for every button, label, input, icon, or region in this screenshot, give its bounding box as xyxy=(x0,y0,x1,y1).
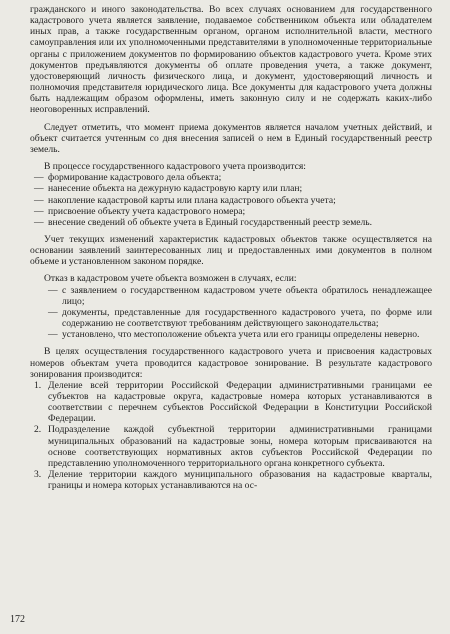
paragraph-2: Следует отметить, что момент приема документов является началом учетных действий, и объект считается учтенным со дня внесения записей о нем в Единый государственный реестр земель. xyxy=(30,121,432,155)
paragraph-1: гражданского и иного законодательства. Во всех случаях основанием для государственного кадастрового учета является заявление, подаваемое собственником объекта или обладателем иных прав, а также государственным органом, органом исполнительной власти, местного самоуправления или их уполномоченными представителями в уполномоченные территориальные органы с приложением документов по формированию объектов кадастрового учета. Кроме этих документов предъявляются документы об оплате проведения учета, а также документ, удостоверяющий личность физического лица, и документ, удостоверяющий личность и полномочия представителя юридического лица. Все документы для кадастрового учета должны быть надлежащим образом оформлены, иметь законную силу и не содержать каких-либо неоговоренных исправлений. xyxy=(30,4,432,116)
page-body xyxy=(30,4,432,491)
paragraph-3-intro: В процессе государственного кадастрового учета производится: xyxy=(44,161,306,173)
numbered-item: 2. Подразделение каждой субъектной территории административными границами муниципальных образований на кадастровые зоны, номера которым присваиваются на основе соответствующих нормативных актов субъектов Российской Федерации по представлению уполномоченного территориального органа конкретного субъекта. xyxy=(34,424,432,469)
list-item: — установлено, что местоположение объекта учета или его границы определены неверно. xyxy=(48,329,420,341)
numbered-item: 3. Деление территории каждого муниципального образования на кадастровые кварталы, границы и номера которых устанавливаются на ос- xyxy=(34,469,432,492)
list-item: — документы, представленные для государственного кадастрового учета, по форме или содержанию не соответствуют требованиям действующего законодательства; xyxy=(48,306,432,330)
paragraph-6: В целях осуществления государственного кадастрового учета и присвоения кадастровых номеров объектам учета проводится кадастровое зонирование. В результате кадастрового зонирования производится: xyxy=(30,346,432,380)
list-item: — формирование кадастрового дела объекта; xyxy=(34,172,222,184)
paragraph-4: Учет текущих изменений характеристик кадастровых объектов также осуществляется на основании заявлений заинтересованных лиц и предоставленных ими документов в полном объеме и установленном законом порядке. xyxy=(30,233,432,268)
paragraph-5-intro: Отказ в кадастровом учете объекта возможен в случаях, если: xyxy=(44,273,297,285)
list-item: — нанесение объекта на дежурную кадастровую карту или план; xyxy=(34,183,303,195)
list-item: — с заявлением о государственном кадастровом учете объекта обратилось ненадлежащее лицо; xyxy=(48,284,432,307)
numbered-item: 1. Деление всей территории Российской Федерации административными границами ее субъектов на кадастровые округа, кадастровые номера которых устанавливаются в соответствии с перечнем субъектов Российской Федерации в Конституции Российской Федерации. xyxy=(34,379,432,425)
list-item: — внесение сведений об объекте учета в Единый государственный реестр земель. xyxy=(34,216,373,228)
page-number: 172 xyxy=(10,614,25,625)
list-item: — присвоение объекту учета кадастрового номера; xyxy=(34,205,246,217)
list-item: — накопление кадастровой карты или плана кадастрового объекта учета; xyxy=(34,194,336,206)
